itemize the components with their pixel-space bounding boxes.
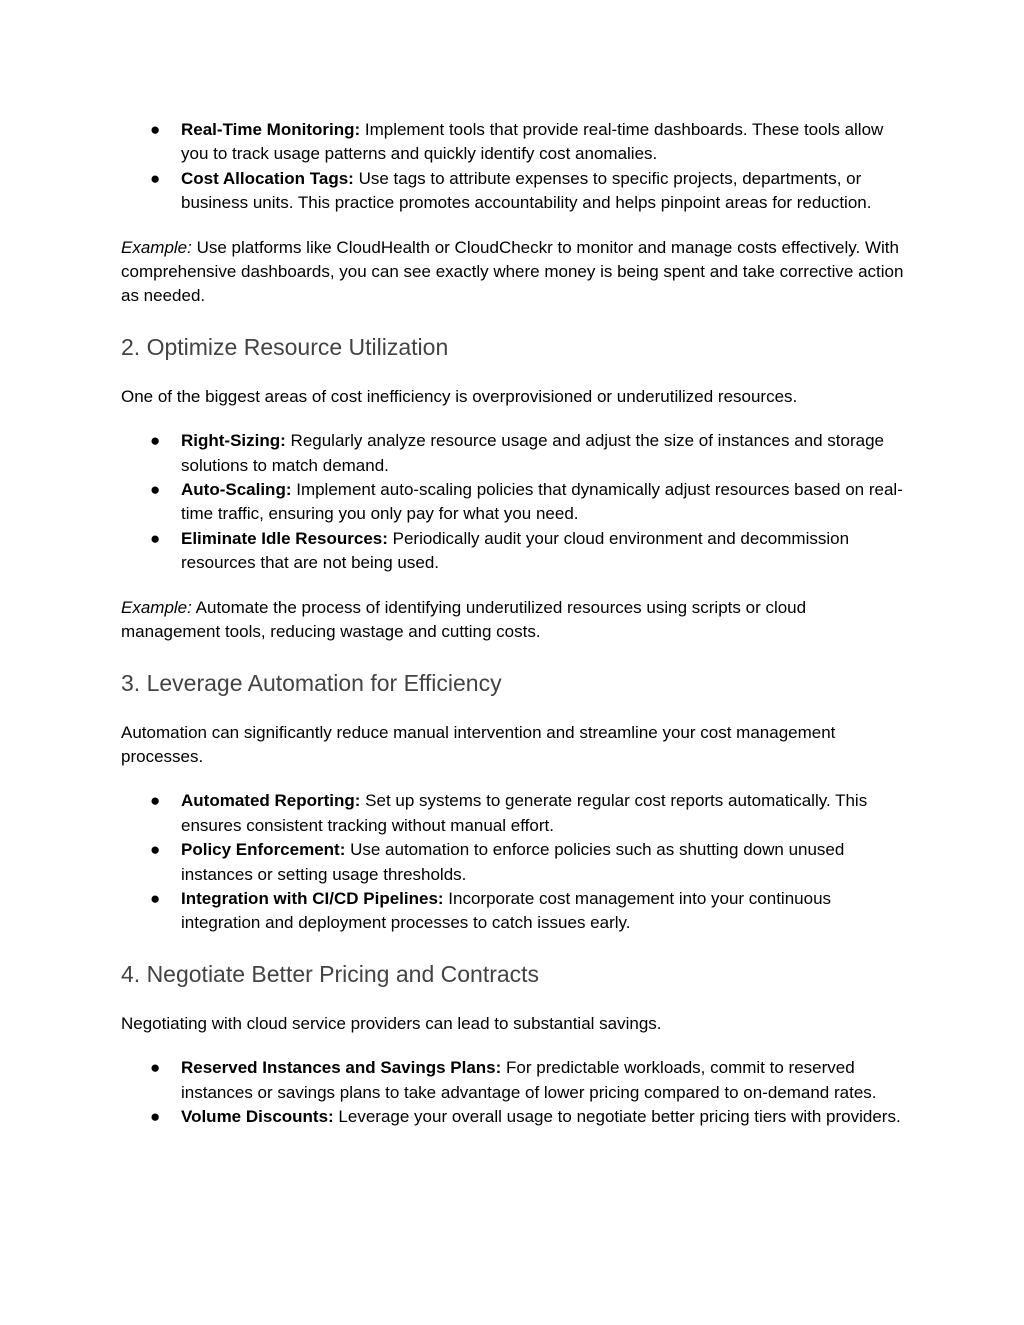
bullet-icon: ● <box>150 168 161 188</box>
example-paragraph <box>121 596 906 645</box>
list-item <box>121 118 906 167</box>
example-label: Example: <box>121 597 192 617</box>
example-text: Use platforms like CloudHealth or CloudCheckr to monitor and manage costs effectively. With comprehensive dashboards, you can see exactly where money is being spent and take corrective action as needed. <box>121 237 904 306</box>
list-item <box>121 527 906 576</box>
bullet-term: Eliminate Idle Resources: <box>181 528 388 548</box>
bullet-text: Set up systems to generate regular cost reports automatically. This ensures consistent tracking without manual effort. <box>181 791 868 835</box>
bullet-text: Use automation to enforce policies such as shutting down unused instances or setting usage thresholds. <box>181 840 845 884</box>
bullet-icon: ● <box>150 888 161 908</box>
list-item <box>121 478 906 527</box>
section-intro: Negotiating with cloud service providers can lead to substantial savings. <box>121 1013 662 1033</box>
bullet-term: Integration with CI/CD Pipelines: <box>181 888 444 908</box>
bullet-text: Regularly analyze resource usage and adjust the size of instances and storage solutions to match demand. <box>181 431 885 475</box>
list-item <box>121 1105 906 1129</box>
bullet-text: For predictable workloads, commit to reserved instances or savings plans to take advantage of lower pricing compared to on-demand rates. <box>181 1058 877 1102</box>
bullet-term: Real-Time Monitoring: <box>181 120 361 139</box>
example-paragraph <box>121 236 906 309</box>
section2-bullet-list <box>121 429 906 575</box>
section-intro: Automation can significantly reduce manual intervention and streamline your cost management processes. <box>121 722 836 766</box>
example-label: Example: <box>121 237 192 257</box>
bullet-icon: ● <box>150 528 161 548</box>
bullet-icon: ● <box>150 431 161 451</box>
intro-bullet-list <box>121 118 906 216</box>
bullet-icon: ● <box>150 1106 161 1126</box>
bullet-icon: ● <box>150 120 161 139</box>
bullet-text: Incorporate cost management into your continuous integration and deployment processes to catch issues early. <box>181 888 832 933</box>
bullet-icon: ● <box>150 480 161 500</box>
bullet-text: Implement tools that provide real-time dashboards. These tools allow you to track usage patterns and quickly identify cost anomalies. <box>181 120 884 164</box>
list-item <box>121 1056 906 1105</box>
bullet-term: Right-Sizing: <box>181 431 286 451</box>
bullet-term: Auto-Scaling: <box>181 480 292 500</box>
bullet-term: Policy Enforcement: <box>181 840 346 860</box>
section-intro: One of the biggest areas of cost inefficiency is overprovisioned or underutilized resources. <box>121 386 798 406</box>
section-heading: 3. Leverage Automation for Efficiency <box>121 669 502 696</box>
bullet-text: Leverage your overall usage to negotiate better pricing tiers with providers. <box>333 1106 901 1126</box>
bullet-icon: ● <box>150 791 161 811</box>
list-item <box>121 887 906 936</box>
bullet-term: Cost Allocation Tags: <box>181 168 354 188</box>
bullet-icon: ● <box>150 1058 161 1078</box>
document-body <box>121 118 906 1129</box>
bullet-text: Periodically audit your cloud environment and decommission resources that are not being used. <box>181 528 850 573</box>
list-item <box>121 429 906 478</box>
section4-bullet-list <box>121 1056 906 1129</box>
list-item <box>121 167 906 216</box>
bullet-term: Automated Reporting: <box>181 791 361 811</box>
section-heading: 4. Negotiate Better Pricing and Contracts <box>121 960 540 987</box>
section3-bullet-list <box>121 789 906 935</box>
section-heading: 2. Optimize Resource Utilization <box>121 333 449 360</box>
bullet-term: Volume Discounts: <box>181 1106 334 1126</box>
bullet-icon: ● <box>150 840 161 860</box>
bullet-term: Reserved Instances and Savings Plans: <box>181 1058 502 1078</box>
example-text: Automate the process of identifying underutilized resources using scripts or cloud management tools, reducing wastage and cutting costs. <box>121 597 807 642</box>
list-item <box>121 838 906 887</box>
bullet-text: Implement auto-scaling policies that dynamically adjust resources based on real-time traffic, ensuring you only pay for what you need. <box>181 480 903 524</box>
list-item <box>121 789 906 838</box>
bullet-text: Use tags to attribute expenses to specific projects, departments, or business units. This practice promotes accountability and helps pinpoint areas for reduction. <box>181 168 872 213</box>
